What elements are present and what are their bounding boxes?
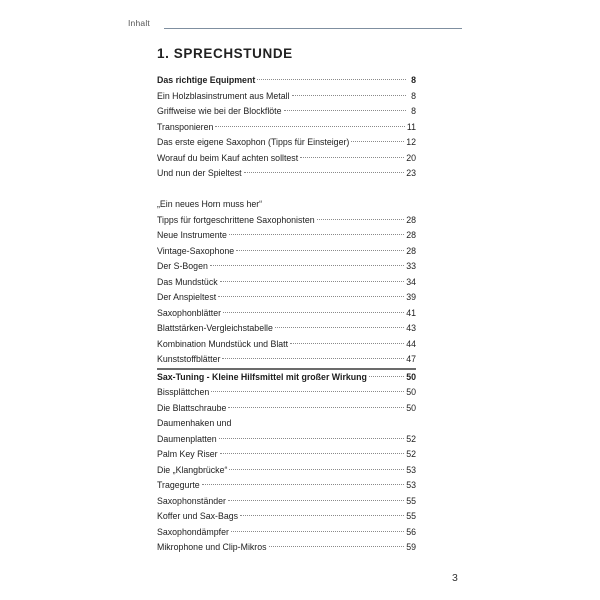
toc-entry-page: 44: [406, 338, 416, 349]
toc-entry: [157, 197, 416, 213]
toc-entry-title: Transponieren: [157, 121, 214, 132]
dot-leader: [317, 219, 405, 220]
dot-leader: [269, 546, 405, 547]
toc-entry: [157, 306, 416, 322]
toc-section-entry: [157, 368, 416, 386]
toc-entry: [157, 525, 416, 541]
toc-entry-page: 34: [406, 276, 416, 287]
toc-entry-page: 52: [406, 449, 416, 459]
toc-entry-title: Der S-Bogen: [157, 261, 208, 271]
running-head: Inhalt: [128, 18, 150, 28]
toc-entry-title: Kunststoffblätter: [157, 354, 221, 364]
dot-leader: [300, 157, 404, 158]
toc-entry-page: 43: [406, 323, 416, 333]
toc-entry-page: 11: [406, 121, 416, 132]
dot-leader: [219, 438, 405, 439]
toc-entry: [157, 151, 416, 167]
dot-leader: [228, 500, 404, 501]
toc-entry-title: Daumenhaken und: [157, 418, 232, 428]
toc-entry-title: Das Mundstück: [157, 276, 218, 287]
toc-entry-title: Und nun der Spieltest: [157, 168, 242, 178]
toc-entry: [157, 540, 416, 556]
dot-leader: [284, 110, 406, 111]
toc-entry-title: Kombination Mundstück und Blatt: [157, 338, 289, 349]
toc-entry-page: 39: [406, 292, 416, 302]
toc-entry-title: Tragegurte: [157, 480, 200, 490]
toc-entry: [157, 166, 416, 182]
dot-leader: [220, 453, 405, 454]
toc-entry-title: Koffer und Sax-Bags: [157, 511, 239, 521]
toc-entry-title: Die „Klangbrücke“: [157, 464, 228, 475]
toc-entry: [157, 321, 416, 337]
toc-entry: [157, 104, 416, 120]
table-of-contents: [157, 73, 416, 556]
toc-entry-title: Bissplättchen: [157, 387, 210, 397]
toc-entry: [157, 244, 416, 260]
toc-entry: [157, 120, 416, 136]
dot-leader: [223, 312, 404, 313]
toc-spacer: [157, 182, 416, 198]
toc-entry: [157, 89, 416, 105]
dot-leader: [240, 515, 404, 516]
toc-entry: [157, 259, 416, 275]
toc-entry-title: Saxophonblätter: [157, 307, 222, 318]
toc-entry: [157, 432, 416, 448]
toc-entry-page: 20: [406, 152, 416, 163]
toc-entry-page: 33: [406, 261, 416, 271]
toc-entry-page: 59: [406, 542, 416, 552]
toc-entry-page: 47: [406, 354, 416, 364]
toc-entry-title: Ein Holzblasinstrument aus Metall: [157, 90, 290, 101]
dot-leader: [229, 469, 404, 470]
toc-entry-page: 41: [406, 307, 416, 318]
toc-entry-page: 28: [406, 230, 416, 240]
dot-leader: [290, 343, 404, 344]
toc-entry: [157, 478, 416, 494]
toc-entry-page: 55: [406, 511, 416, 521]
toc-entry-title: Saxophonständer: [157, 495, 226, 506]
toc-section-entry: [157, 73, 416, 89]
toc-entry-page: 50: [406, 402, 416, 413]
toc-entry: [157, 447, 416, 463]
toc-entry: [157, 228, 416, 244]
toc-entry-page: 53: [406, 480, 416, 490]
dot-leader: [257, 79, 406, 80]
toc-entry-page: 23: [406, 168, 416, 178]
toc-entry-page: 28: [406, 245, 416, 256]
toc-entry: [157, 385, 416, 401]
toc-entry-title: Neue Instrumente: [157, 230, 227, 240]
header-rule: [164, 28, 462, 29]
page-number: 3: [452, 572, 458, 584]
toc-entry-page: 52: [406, 433, 416, 444]
toc-entry-title: Griffweise wie bei der Blockflöte: [157, 106, 282, 116]
page-header: [128, 13, 462, 35]
dot-leader: [220, 281, 405, 282]
dot-leader: [222, 358, 404, 359]
toc-entry-title: Vintage-Saxophone: [157, 245, 235, 256]
dot-leader: [351, 141, 404, 142]
toc-entry-title: Die Blattschraube: [157, 402, 227, 413]
toc-entry: [157, 463, 416, 479]
toc-entry-page: 12: [406, 137, 416, 147]
toc-entry-page: 8: [411, 106, 416, 116]
toc-entry-title: Worauf du beim Kauf achten solltest: [157, 152, 299, 163]
toc-entry-page: 8: [411, 90, 416, 101]
toc-entry: [157, 290, 416, 306]
toc-entry-title: Das erste eigene Saxophon (Tipps für Einsteiger): [157, 137, 350, 147]
dot-leader: [231, 531, 404, 532]
dot-leader: [275, 327, 404, 328]
toc-entry-page: 28: [406, 214, 416, 225]
dot-leader: [211, 391, 404, 392]
dot-leader: [244, 172, 405, 173]
toc-entry-page: 55: [406, 495, 416, 506]
toc-entry-page: 56: [406, 526, 416, 537]
toc-entry: [157, 401, 416, 417]
dot-leader: [229, 234, 404, 235]
toc-entry: [157, 337, 416, 353]
dot-leader: [202, 484, 404, 485]
toc-entry-page: 53: [406, 464, 416, 475]
toc-entry-page: 50: [406, 371, 416, 382]
toc-entry-title: Palm Key Riser: [157, 449, 218, 459]
toc-entry-title: Sax-Tuning - Kleine Hilfsmittel mit großer Wirkung: [157, 371, 367, 382]
toc-entry: [157, 135, 416, 151]
dot-leader: [369, 376, 404, 377]
toc-entry: [157, 275, 416, 291]
toc-entry-title: Der Anspieltest: [157, 292, 217, 302]
dot-leader: [292, 95, 407, 96]
dot-leader: [218, 296, 404, 297]
toc-entry-title: Mikrophone und Clip-Mikros: [157, 542, 267, 552]
toc-entry-title: Das richtige Equipment: [157, 75, 256, 85]
toc-entry: [157, 494, 416, 510]
toc-entry-page: 8: [411, 75, 416, 85]
toc-entry: [157, 416, 416, 432]
toc-entry-title: „Ein neues Horn muss her“: [157, 199, 263, 209]
toc-entry-title: Blattstärken-Vergleichstabelle: [157, 323, 273, 333]
dot-leader: [210, 265, 404, 266]
toc-entry-title: Daumenplatten: [157, 433, 217, 444]
toc-entry: [157, 213, 416, 229]
dot-leader: [228, 407, 404, 408]
chapter-title: 1. SPRECHSTUNDE: [157, 46, 293, 61]
dot-leader: [215, 126, 404, 127]
dot-leader: [236, 250, 404, 251]
toc-entry-title: Tipps für fortgeschrittene Saxophonisten: [157, 214, 315, 225]
toc-entry: [157, 509, 416, 525]
toc-entry: [157, 352, 416, 368]
toc-entry-page: 50: [406, 387, 416, 397]
toc-entry-title: Saxophondämpfer: [157, 526, 229, 537]
